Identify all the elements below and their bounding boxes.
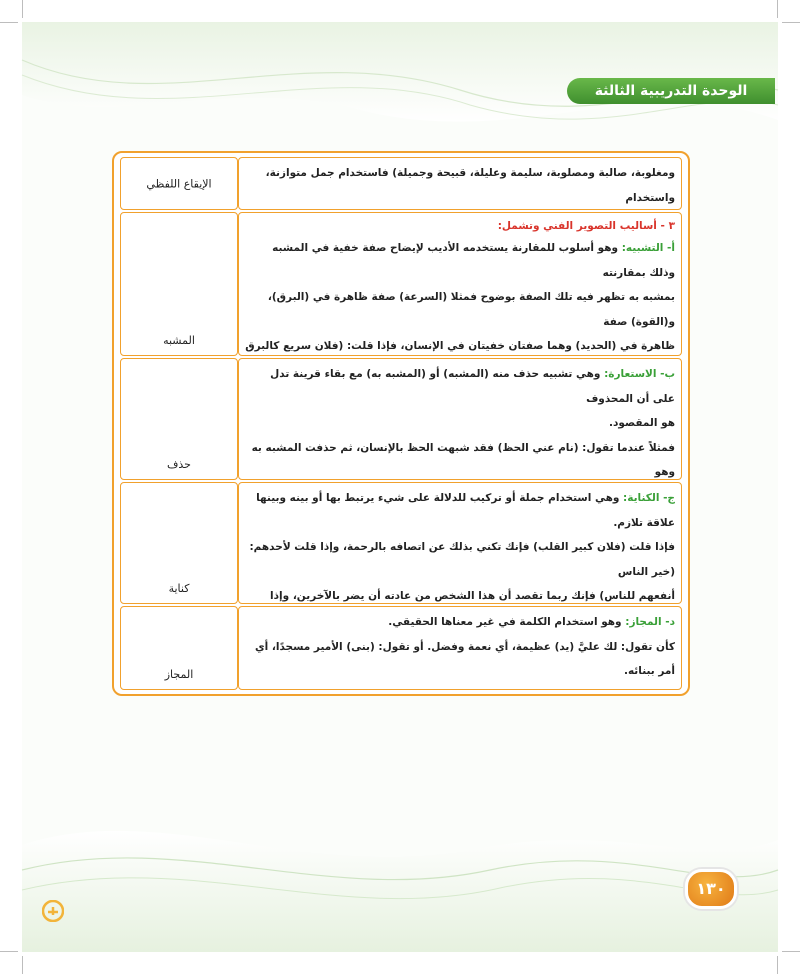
section-heading-text: ٣ - أساليب التصوير الفني وتشمل: [497, 220, 675, 232]
unit-title-tab: الوحدة التدريبية الثالثة [567, 78, 775, 104]
text-line: هو المقصود. [609, 417, 675, 429]
crop-mark [0, 951, 18, 952]
row-label [120, 157, 238, 210]
crop-mark [22, 956, 23, 974]
table-row [120, 606, 682, 690]
row-label [120, 358, 238, 480]
text-line [245, 362, 675, 411]
row-text [238, 606, 682, 690]
row-text [238, 157, 682, 210]
text-line: ومغلوبة، صالبة ومصلوبة، سليمة وعليلة، قبيحة وجميلة) فاستخدام جمل متوازنة، واستخدام [265, 167, 675, 204]
text-line: كأن تقول: لك عليَّ (يد) عظيمة، أي نعمة وفضل. أو تقول: (بنى) الأمير مسجدًا، أي أمر ببنائه. [254, 640, 675, 677]
crop-mark [782, 22, 800, 23]
row-label [120, 482, 238, 604]
text-span: وهو استخدام الكلمة في غير معناها الحقيقي. [388, 616, 622, 628]
answer-label: حذف [167, 458, 191, 471]
text-line: ظاهرة في (الحديد) وهما صفتان خفيتان في الإنسان، فإذا قلت: (فلان سريع كالبرق [245, 340, 675, 352]
term-label: ب- الاستعارة: [604, 368, 675, 380]
row-text [238, 482, 682, 604]
answer-label: المجاز [164, 668, 194, 681]
text-line [245, 684, 675, 691]
text-line [245, 486, 675, 535]
row-label [120, 212, 238, 356]
crop-mark [22, 0, 23, 18]
page-number-badge: ١٣٠ [685, 869, 737, 909]
crop-mark [782, 951, 800, 952]
row-text [238, 212, 682, 356]
text-line [245, 236, 675, 285]
answer-label: الإيقاع اللفظي [146, 177, 212, 190]
text-line: بمشبه به تظهر فيه تلك الصفة بوضوح فمثلا (السرعة) صفة ظاهرة في (البرق)، و(القوة) صفة [267, 291, 675, 328]
crop-mark [0, 22, 18, 23]
table-row [120, 157, 682, 210]
row-text [238, 358, 682, 480]
term-label: أ- التشبيه: [621, 242, 675, 254]
section-heading [245, 216, 675, 236]
text-line [245, 610, 675, 635]
term-label: د- المجاز: [625, 616, 675, 628]
table-row [120, 358, 682, 480]
term-label: ج- الكناية: [623, 492, 675, 504]
text-line: فمثلاً عندما تقول: (نام عني الحظ) فقد شبهت الحظ بالإنسان، ثم حذفت المشبه به وهو [251, 441, 675, 478]
exercise-table [112, 151, 690, 696]
table-row [120, 212, 682, 356]
answer-label: المشبه [163, 334, 195, 347]
text-line: أنفعهم للناس) فإنك ربما تقصد أن هذا الشخص من عادته أن يضر بالآخرين، وإذا [270, 590, 675, 602]
text-span: وهي استخدام جملة أو تركيب للدلالة على شيء يرتبط بها أو بينه وبينها علاقة تلازم. [256, 492, 675, 529]
crop-mark [777, 956, 778, 974]
row-label [120, 606, 238, 690]
text-line: فإذا قلت (فلان كبير القلب) فإنك تكني بذلك عن اتصافه بالرحمة، وإذا قلت لأحدهم: (خير الناس [249, 541, 675, 578]
answer-label: كناية [168, 582, 190, 595]
text-span: وهو أسلوب للمقارنة يستخدمه الأديب لإيضاح صفة خفية في المشبه وذلك بمقارنته [272, 242, 675, 279]
crop-mark [777, 0, 778, 18]
publisher-logo-icon [42, 900, 64, 922]
table-row [120, 482, 682, 604]
text-span: وهي تشبيه حذف منه (المشبه) أو (المشبه به) مع بقاء قرينة تدل على أن المحذوف [270, 368, 675, 405]
